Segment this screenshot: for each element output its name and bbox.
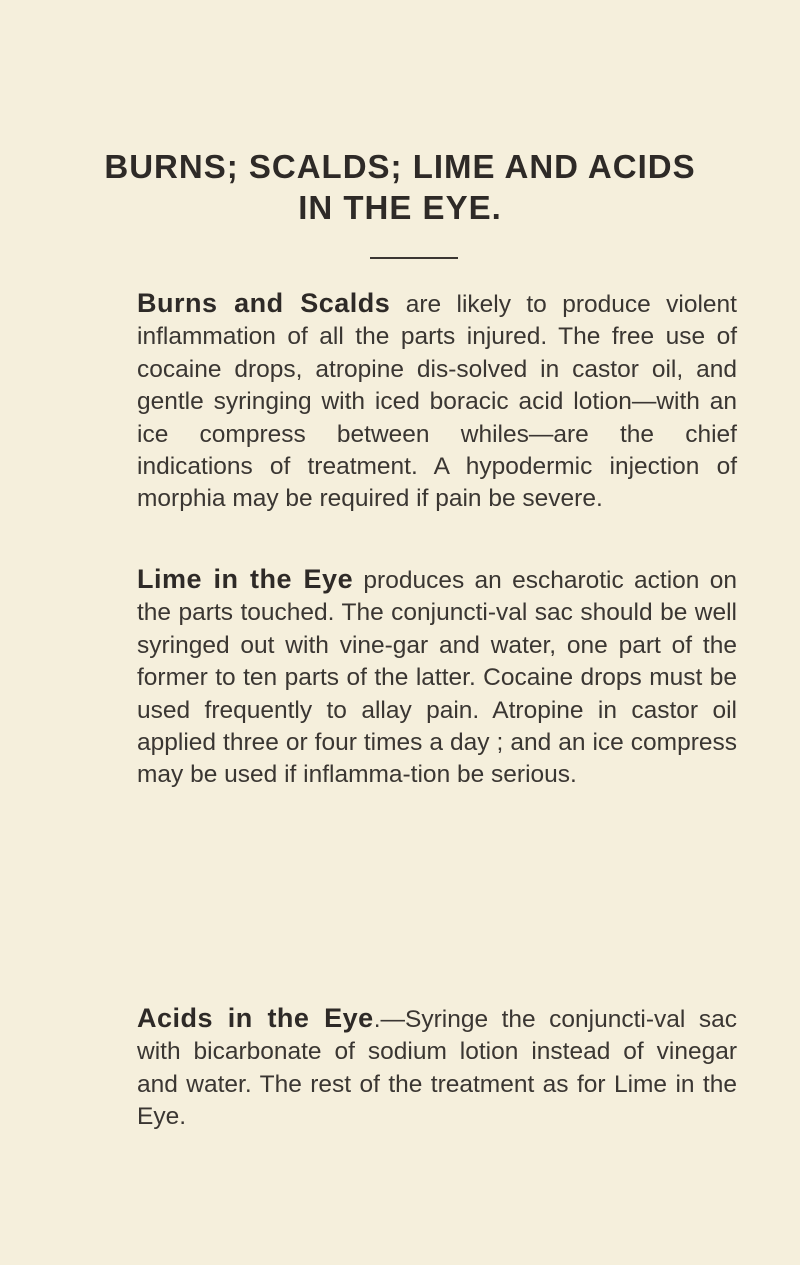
paragraph-text: .—Syringe the conjuncti-val sac with bicarbonate of sodium lotion instead of vinegar and water. The rest of the treatment as for Lime in the Eye. (137, 1006, 737, 1131)
page-title-line-2: IN THE EYE. (298, 189, 502, 226)
paragraph-text: are likely to produce violent inflammation of all the parts injured. The free use of cocaine drops, atropine dis-solved in castor oil, and gentle syringing with iced boracic acid lotion—with an ice compress between whiles—are the chief indications of treatment. A hypodermic injection of morphia may be required if pain be severe. (137, 291, 737, 513)
paragraph-lime-in-the-eye (137, 563, 737, 792)
paragraph-lead: Burns and Scalds (137, 288, 391, 318)
paragraph-lead: Lime in the Eye (137, 564, 354, 594)
paragraph-text: produces an escharotic action on the parts touched. The conjuncti-val sac should be well syringed out with vine-gar and water, one part of the former to ten parts of the latter. Cocaine drops must be used frequently to allay pain. Atropine in castor oil applied three or four times a day ; and an ice compress may be used if inflamma-tion be serious. (137, 567, 737, 789)
page-title-line-1: BURNS; SCALDS; LIME AND ACIDS (104, 148, 696, 185)
title-divider (370, 257, 458, 259)
paragraph-lead: Acids in the Eye (137, 1003, 374, 1033)
paragraph-acids-in-the-eye (137, 1002, 737, 1134)
paragraph-burns-and-scalds (137, 287, 737, 516)
